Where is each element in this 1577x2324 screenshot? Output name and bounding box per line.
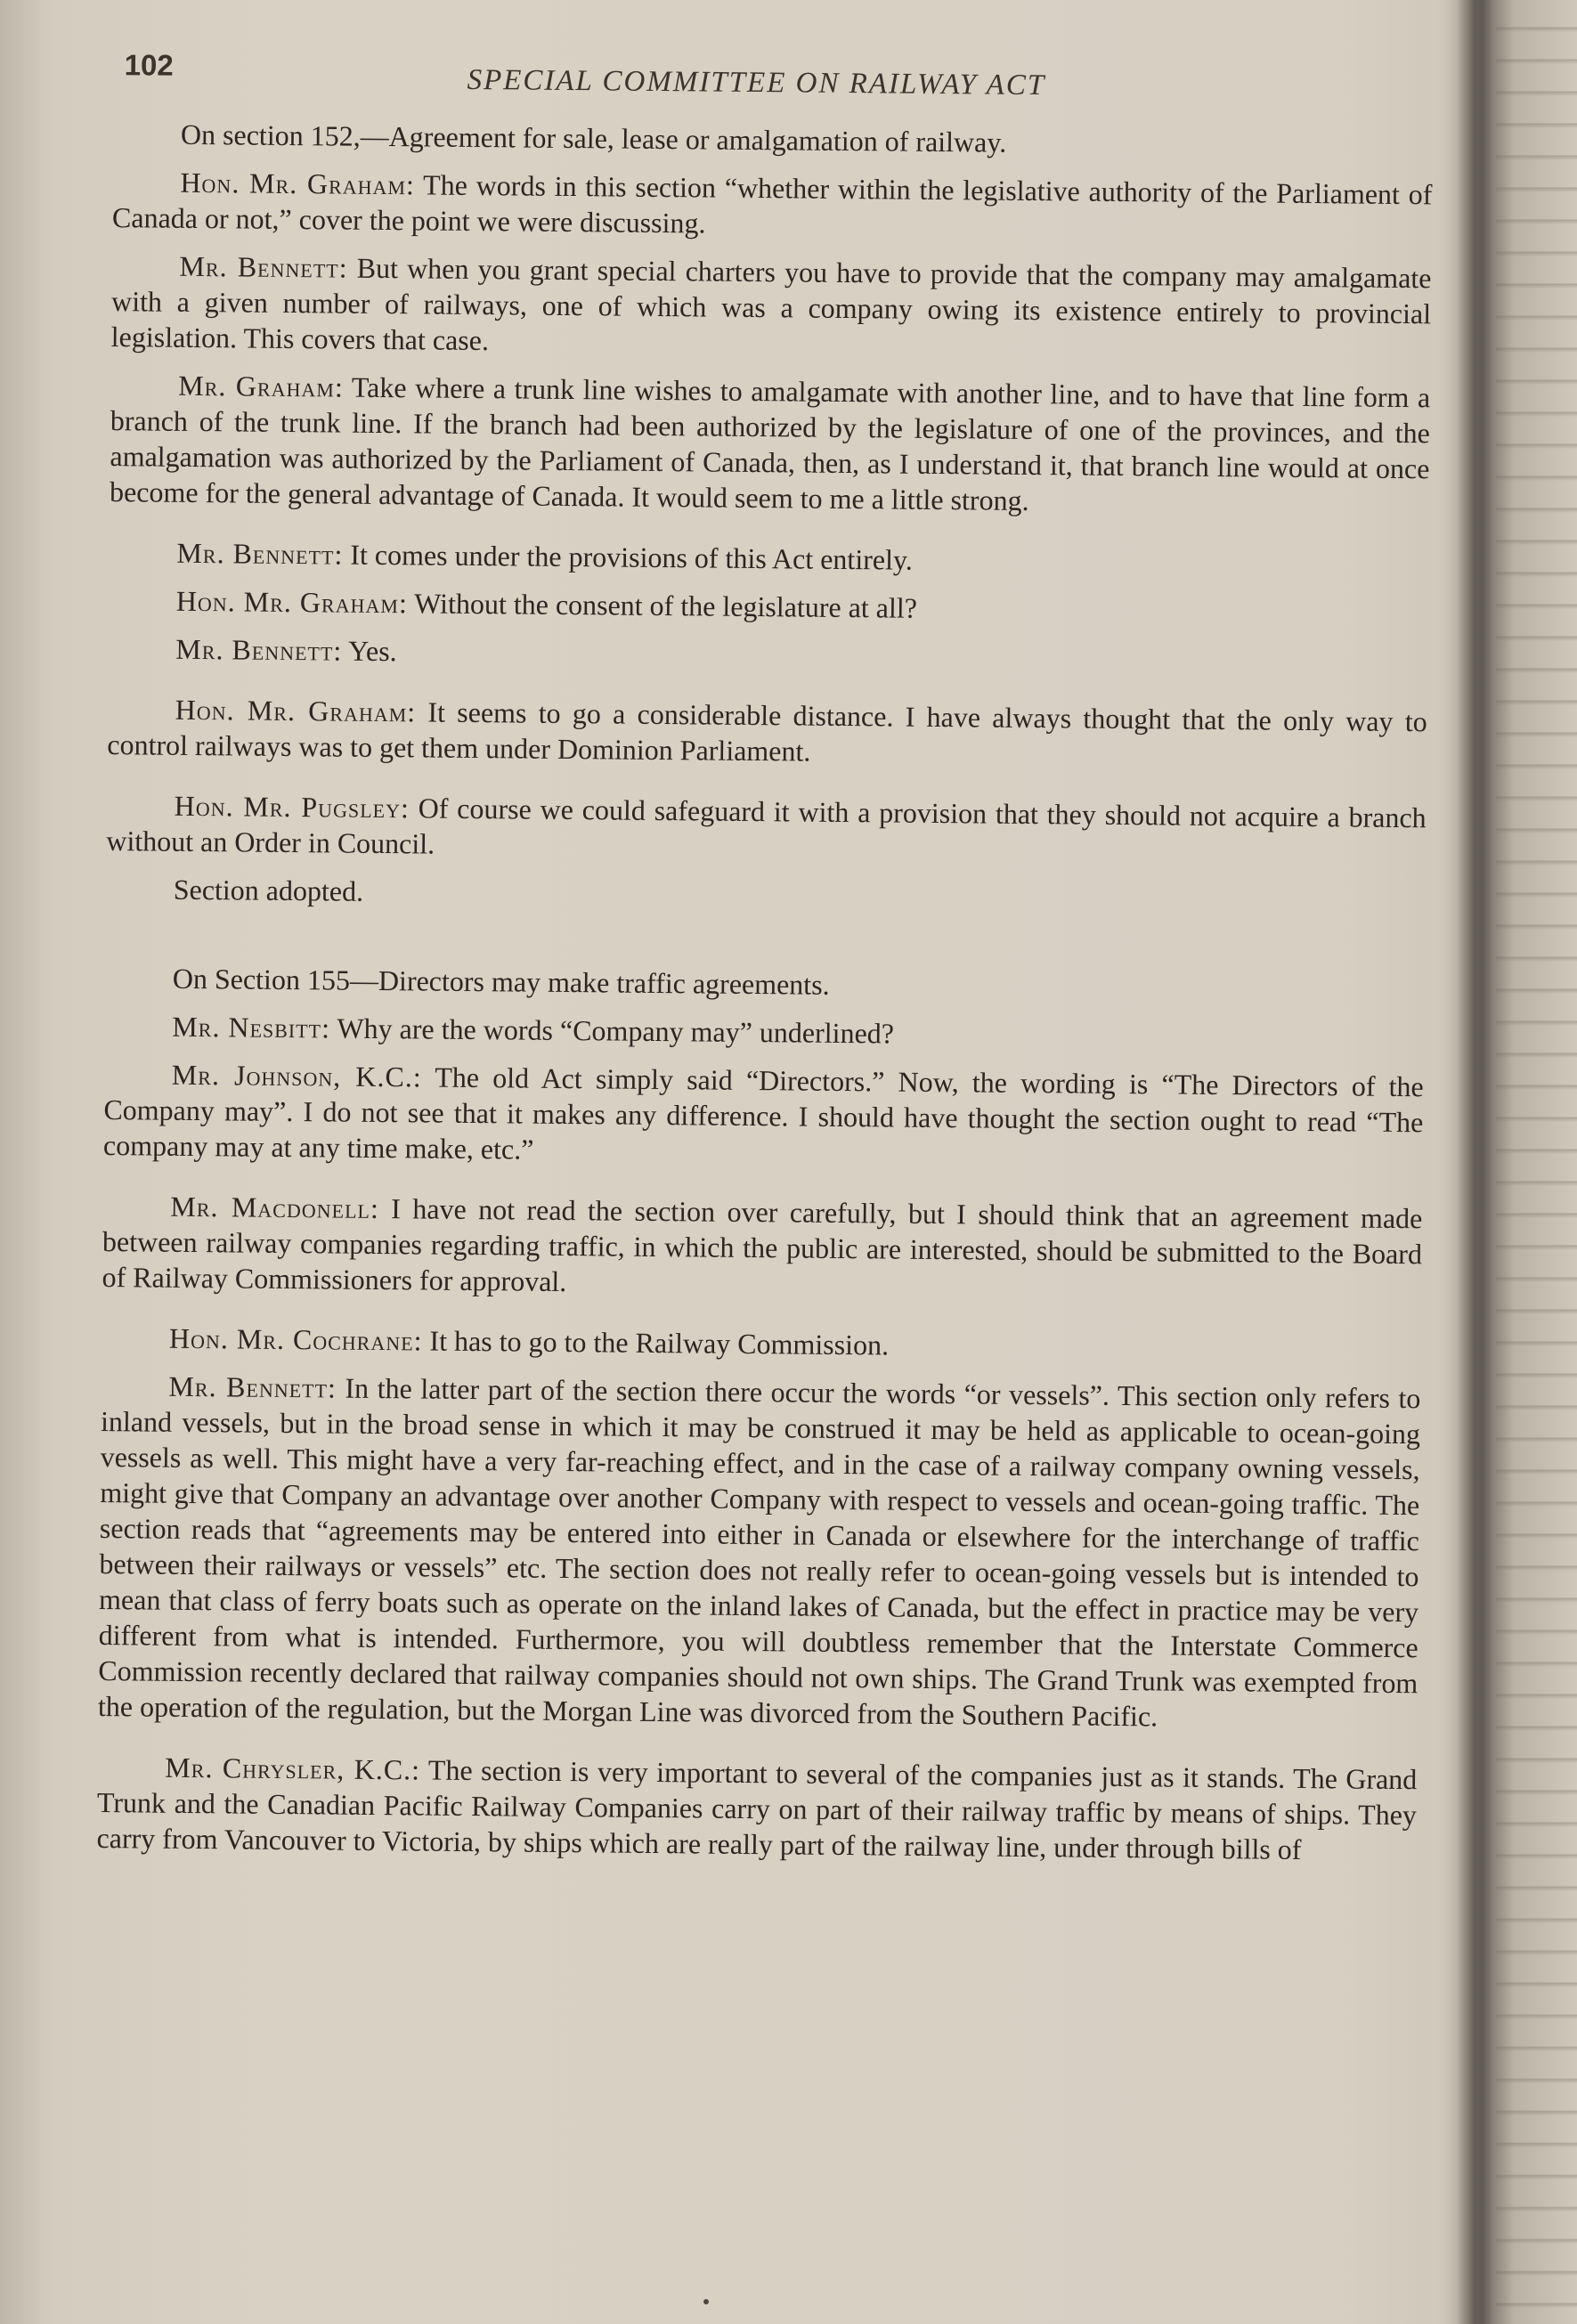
- paragraph-text: Section adopted.: [173, 873, 364, 907]
- speech-text: It has to go to the Railway Commission.: [429, 1324, 890, 1361]
- speech-text: It seems to go a considerable distance. I have always thought that the only way to control railways was to get them under Dominion Parliament.: [107, 695, 1427, 768]
- page-number: 102: [124, 48, 174, 82]
- speaker-name: Mr. Bennett:: [175, 632, 343, 667]
- speaker-name: Mr. Chrysler, K.C.:: [165, 1751, 421, 1786]
- speech-paragraph: [106, 787, 1427, 871]
- speaker-name: Mr. Bennett:: [168, 1369, 337, 1404]
- transcript-body: [89, 116, 1433, 1868]
- running-head: SPECIAL COMMITTEE ON RAILWAY ACT: [467, 63, 1046, 102]
- procedural-note: [106, 871, 1426, 919]
- speech-paragraph: [98, 1368, 1421, 1736]
- speech-paragraph: [104, 1008, 1424, 1056]
- speech-paragraph: [107, 691, 1427, 775]
- speech-paragraph: [108, 630, 1427, 679]
- speaker-name: Mr. Graham:: [178, 369, 344, 403]
- speech-paragraph: [109, 534, 1428, 582]
- speech-paragraph: [111, 248, 1432, 367]
- facing-page-edge: [1496, 0, 1577, 2324]
- section-heading: [105, 960, 1425, 1008]
- speech-text: Take where a trunk line wishes to amalgamate with another line, and to have that line form a branch of the trunk line. If the branch had been authorized by the legislature of one of the provinces, and the amalgamation was authorized by the Parliament of Canada, then, as I understand it, that branch line would at once become for the general advantage of Canada. It would seem to me a little strong.: [109, 370, 1431, 516]
- speaker-name: Hon. Mr. Graham:: [175, 584, 408, 620]
- speaker-name: Hon. Mr. Graham:: [175, 693, 417, 728]
- speech-text: But when you grant special charters you have to provide that the company may amalgamate with a given number of railways, one of which was a company owing its existence entirely to provincial legislation. This covers that case.: [110, 251, 1432, 357]
- speech-paragraph: [103, 1056, 1424, 1175]
- speech-text: Without the consent of the legislature at all?: [414, 587, 918, 624]
- print-speck: [703, 2299, 709, 2304]
- speaker-name: Hon. Mr. Graham:: [180, 166, 416, 201]
- speech-text: Why are the words “Company may” underlined?: [337, 1012, 895, 1050]
- speech-paragraph: [96, 1749, 1417, 1868]
- speaker-name: Mr. Nesbitt:: [172, 1010, 331, 1044]
- speech-paragraph: [102, 1320, 1421, 1368]
- speaker-name: Mr. Johnson, K.C.:: [171, 1058, 422, 1093]
- paragraph-text: On Section 155—Directors may make traffic agreements.: [172, 962, 830, 1001]
- speaker-name: Mr. Bennett:: [179, 249, 348, 284]
- speech-text: The old Act simply said “Directors.” Now, the wording is “The Directors of the Company may”. I do not see that it makes any difference. I should have thought the section ought to read “The company may at any time make, etc.”: [102, 1060, 1424, 1166]
- paragraph-text: On section 152,—Agreement for sale, lease or amalgamation of railway.: [180, 118, 1007, 158]
- speaker-name: Hon. Mr. Pugsley:: [174, 789, 411, 825]
- speaker-name: Mr. Bennett:: [176, 536, 344, 571]
- speech-text: The section is very important to several of the companies just as it stands. The Grand Trunk and the Canadian Pacific Railway Companies carry on part of their railway traffic by means of ships. They carry from Vancouver to Victoria, by ships which are really part of the railway line, under through bills of: [96, 1753, 1418, 1865]
- speaker-name: Hon. Mr. Cochrane:: [168, 1321, 423, 1357]
- page-header: [106, 36, 1443, 128]
- speech-paragraph: [102, 1188, 1422, 1307]
- speech-paragraph: [112, 164, 1433, 248]
- speech-text: I have not read the section over carefully, but I should think that an agreement made between railway companies regarding traffic, in which the public are interested, should be submitted to the Board of Railway Commissioners for approval.: [102, 1192, 1423, 1298]
- speech-text: Yes.: [347, 634, 397, 668]
- speaker-name: Mr. Macdonell:: [170, 1190, 379, 1224]
- speech-text: It comes under the provisions of this Act entirely.: [350, 538, 914, 576]
- speech-paragraph: [110, 367, 1430, 522]
- speech-text: Of course we could safeguard it with a provision that they should not acquire a branch without an Order in Council.: [106, 792, 1427, 860]
- book-gutter-shadow: [1457, 0, 1492, 2324]
- speech-text: The words in this section “whether within the legislative authority of the Parliament of Canada or not,” cover the point we were discussing.: [111, 168, 1433, 240]
- speech-paragraph: [109, 582, 1428, 630]
- speech-text: In the latter part of the section there occur the words “or vessels”. This section only refers to inland vessels, but in the broad sense in which it may be construed it may be held as applicable to ocean-going vessels as well. This might have a very far-reaching effect, and in the case of a railway company owning vessels, might give that Company an advantage over another Company with respect to vessels and ocean-going traffic. The section reads that “agreements may be entered into either in Canada or elsewhere for the interchange of traffic between their railways or vessels” etc. The section does not really refer to ocean-going vessels but is intended to mean that class of ferry boats such as operate on the inland lakes of Canada, but the effect in practice may be very different from what is intended. Furthermore, you will doubtless remember that the Interstate Commerce Commission recently declared that railway companies should not own ships. The Grand Trunk was exempted from the operation of the regulation, but the Morgan Line was divorced from the Southern Pacific.: [97, 1371, 1421, 1733]
- page-content: [85, 36, 1443, 2310]
